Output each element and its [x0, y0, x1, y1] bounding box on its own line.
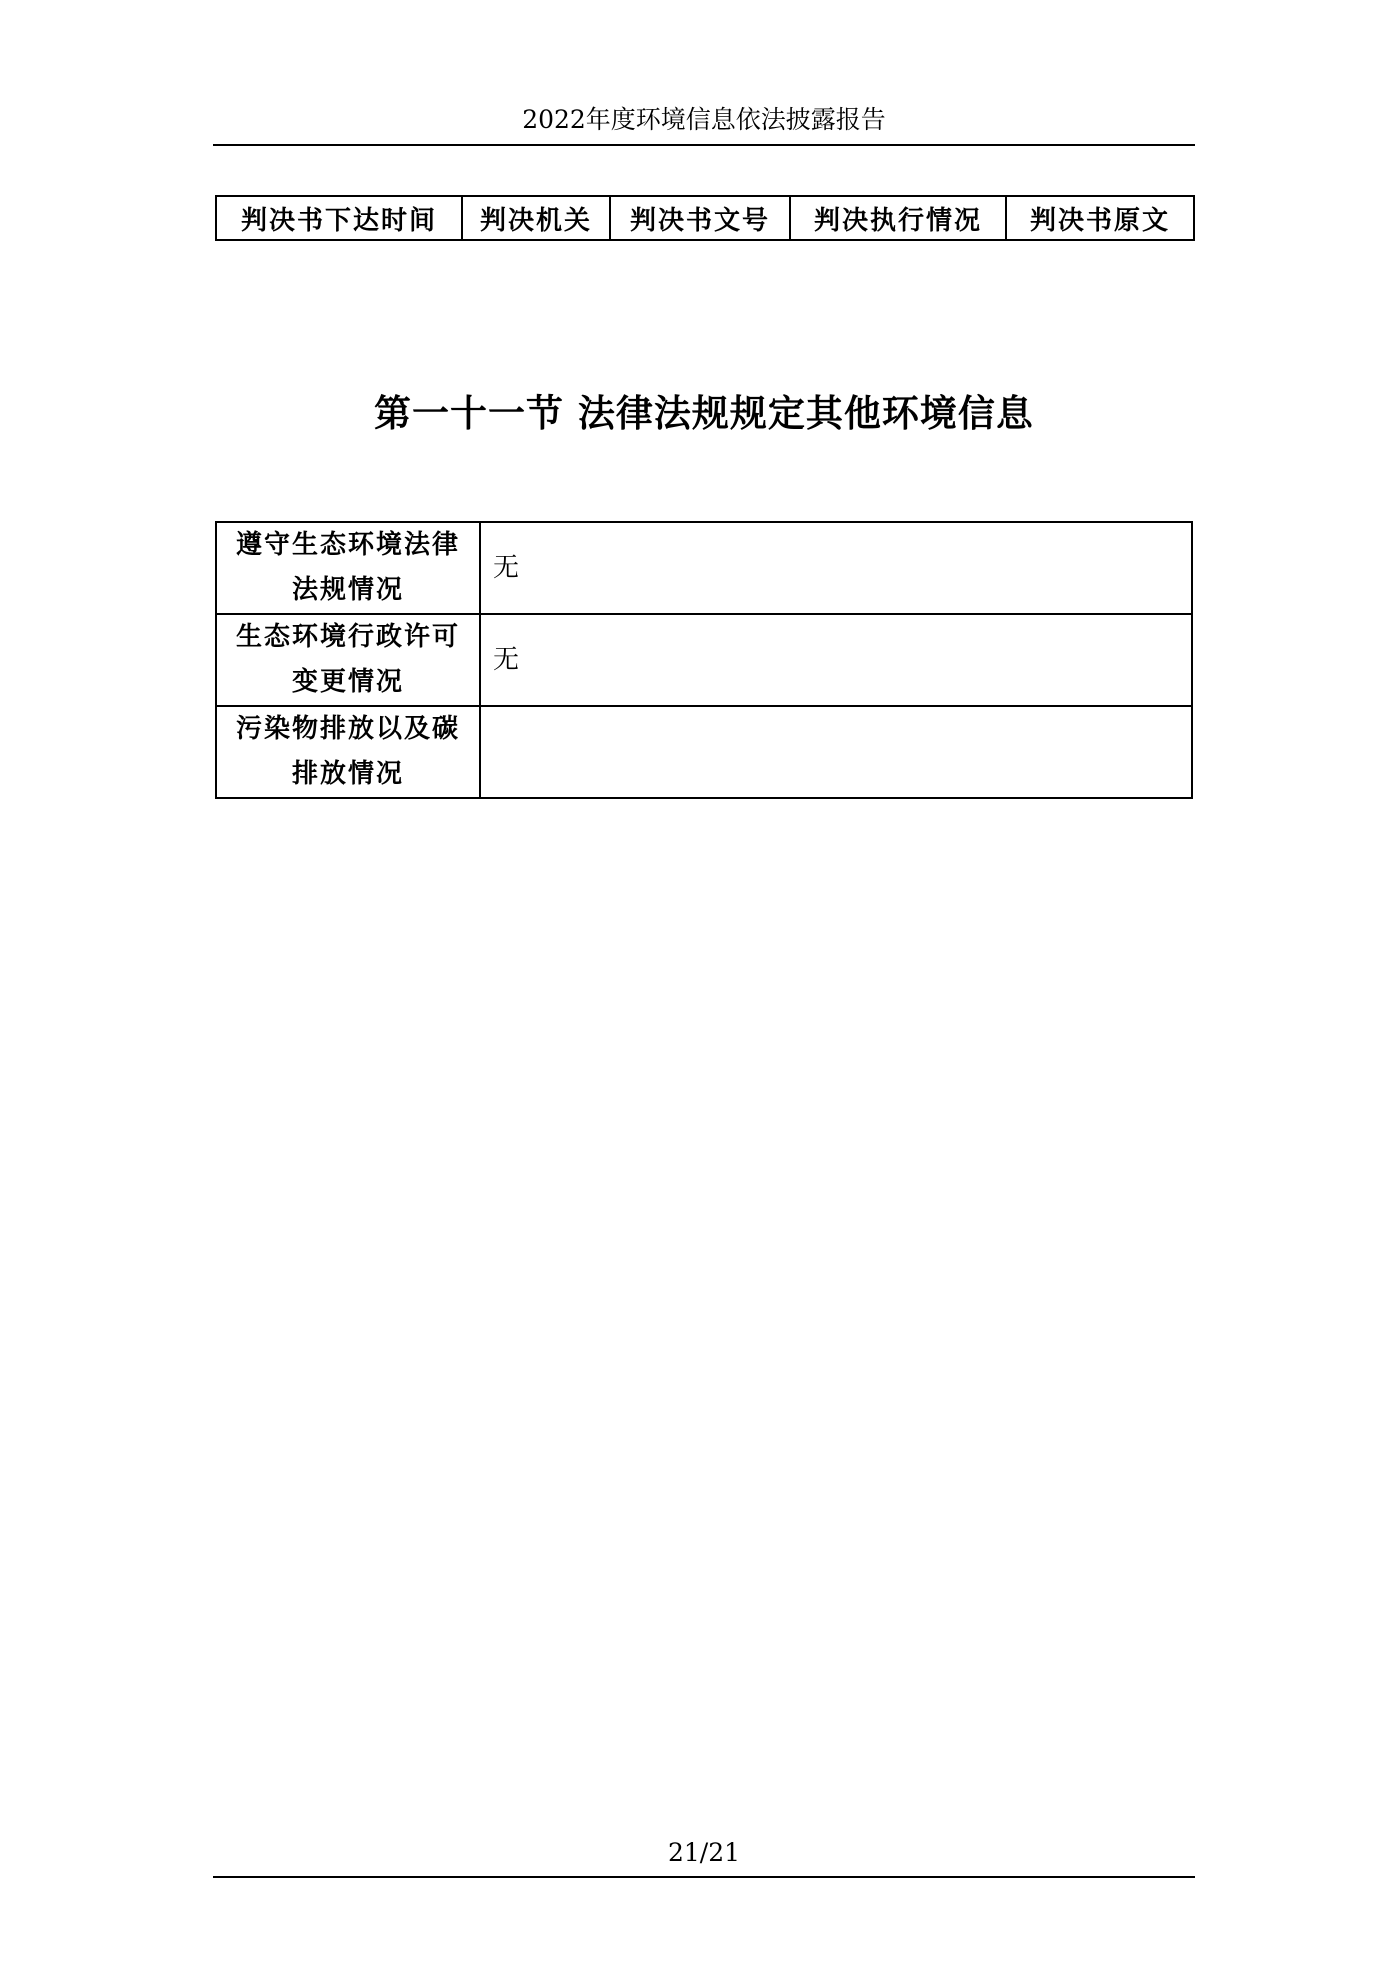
row-value: 无	[480, 614, 1192, 706]
row-label	[216, 614, 480, 706]
judgment-date-header: 判决书下达时间	[216, 196, 462, 240]
judgment-original-text-header: 判决书原文	[1006, 196, 1194, 240]
judgment-number-header: 判决书文号	[610, 196, 790, 240]
row-label	[216, 522, 480, 614]
page-number: 21/21	[667, 1838, 741, 1867]
judgment-table	[215, 195, 1195, 241]
row-label-line: 遵守生态环境法律	[235, 530, 460, 560]
row-label-line: 生态环境行政许可	[235, 622, 460, 652]
judgment-execution-header: 判决执行情况	[790, 196, 1006, 240]
section-title: 第一十一节 法律法规规定其他环境信息	[374, 392, 1034, 435]
row-label-line: 法规情况	[291, 575, 404, 605]
row-label-line: 排放情况	[291, 759, 404, 789]
row-label	[216, 706, 480, 798]
header-divider	[213, 144, 1195, 146]
row-value	[480, 706, 1192, 798]
table-row	[216, 522, 1192, 614]
page-header: 2022年度环境信息依法披露报告	[522, 105, 886, 134]
judgment-authority-header: 判决机关	[462, 196, 610, 240]
row-value: 无	[480, 522, 1192, 614]
table-row	[216, 614, 1192, 706]
row-label-line: 污染物排放以及碳	[235, 714, 460, 744]
table-row	[216, 706, 1192, 798]
judgment-table-header-row	[216, 196, 1194, 240]
environmental-info-table	[215, 521, 1193, 799]
row-label-line: 变更情况	[291, 667, 404, 697]
footer-divider	[213, 1876, 1195, 1878]
